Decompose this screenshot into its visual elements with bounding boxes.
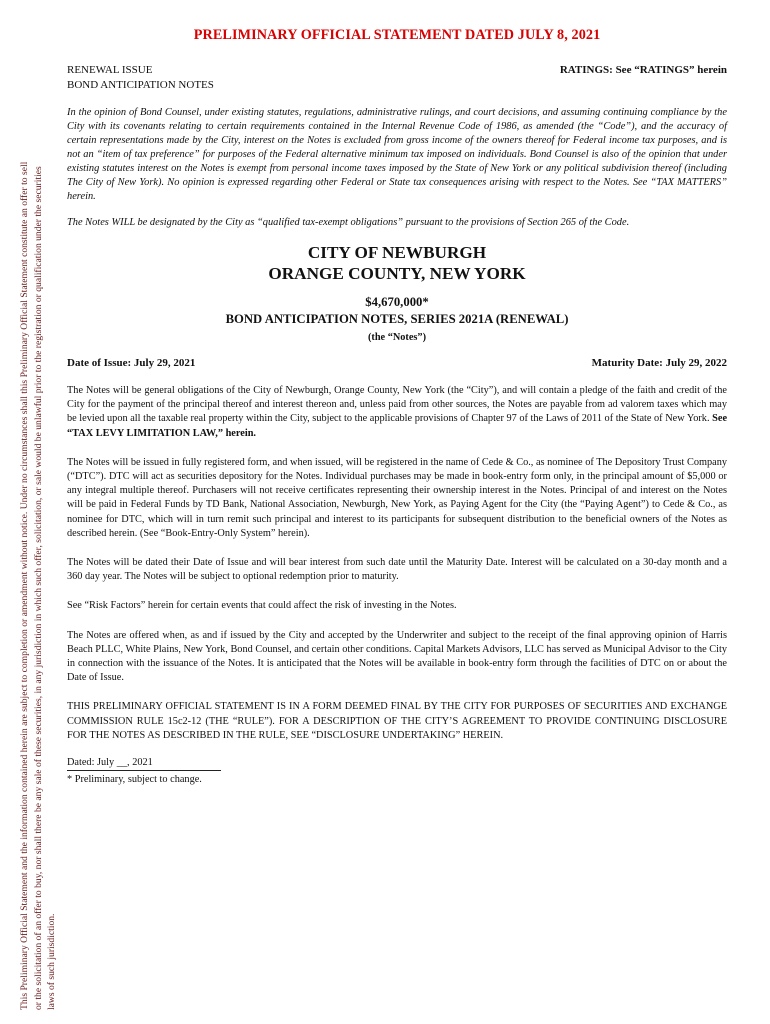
offering-series: BOND ANTICIPATION NOTES, SERIES 2021A (RENEWAL) <box>225 312 569 326</box>
footnote: * Preliminary, subject to change. <box>67 774 202 786</box>
header-row <box>67 63 727 92</box>
dated-line: Dated: July __, 2021 <box>67 757 153 769</box>
disclaimer-line-1: This Preliminary Official Statement and the information contained herein are subject to completion or amendment without notice. Under no circumstances shall this Preliminary Official Statement constitute an offer to sell <box>19 161 30 1010</box>
maturity-date: Maturity Date: July 29, 2022 <box>591 357 727 369</box>
issue-type-line-2: BOND ANTICIPATION NOTES <box>67 78 214 91</box>
designation-paragraph: The Notes WILL be designated by the City as “qualified tax-exempt obligations” pursuant to the provisions of Section 265 of the Code. <box>67 217 630 228</box>
disclosure-statement: THIS PRELIMINARY OFFICIAL STATEMENT IS IN A FORM DEEMED FINAL BY THE CITY FOR PURPOSES OF SECURITIES AND EXCHANGE COMMISSION RULE 15c2-12 (THE “RULE”). FOR A DESCRIPTION OF THE CITY’S AGREEMENT TO PROVIDE CONTINUING DISCLOSURE FOR THE NOTES AS DESCRIBED IN THE RULE, SEE “DISCLOSURE UNDERTAKING” HEREIN. <box>67 701 727 741</box>
paragraph-obligations-text: The Notes will be general obligations of the City of Newburgh, Orange County, New York (the “City”), and will contain a pledge of the faith and credit of the City for the payment of the principal thereof and interest thereon and, unless paid from other sources, the Notes are payable from ad valorem taxes which may be levied upon all the taxable real property within the City, subject to the applicable provisions of Chapter 97 of the Laws of 2011 of the State of New York. <box>67 385 727 425</box>
issuer-county: ORANGE COUNTY, NEW YORK <box>268 264 526 283</box>
legal-disclaimer-text <box>18 10 59 1010</box>
issuer-name: CITY OF NEWBURGH <box>307 243 487 262</box>
paragraph-interest: The Notes will be dated their Date of Issue and will bear interest from such date until the Maturity Date. Interest will be calculated on a 30-day month and a 360 day year. The Notes will be subject to optional redemption prior to maturity. <box>67 557 727 583</box>
dates-row <box>67 357 727 369</box>
issuer-block <box>67 242 727 284</box>
paragraph-offering: The Notes are offered when, as and if issued by the City and accepted by the Underwriter and subject to the receipt of the final approving opinion of Harris Beach PLLC, White Plains, New York, Bond Counsel, and certain other conditions. Capital Markets Advisors, LLC has served as Municipal Advisor to the City in connection with the issuance of the Notes. It is anticipated that the Notes will be available in book-entry form through the facilities of DTC on or about the Date of Issue. <box>67 629 727 684</box>
disclaimer-line-3: laws of such jurisdiction. <box>46 913 57 1010</box>
issue-type <box>67 63 214 92</box>
tax-levy-reference: See “TAX LEVY LIMITATION LAW,” herein. <box>67 413 728 439</box>
ratings-reference: RATINGS: See “RATINGS” herein <box>559 64 727 76</box>
date-of-issue: Date of Issue: July 29, 2021 <box>67 357 196 369</box>
tax-opinion-paragraph: In the opinion of Bond Counsel, under existing statutes, regulations, administrative rulings, and court decisions, and assuming continuing compliance by the City with its covenants relating to certain requirements contained in the Internal Revenue Code of 1986, as amended (the “Code”), and the accuracy of certain representations made by the City, interest on the Notes is excluded from gross income of the owners thereof for Federal income tax purposes, and is not an “item of tax preference” for purposes of the Federal alternative minimum tax imposed on individuals. Bond Counsel is also of the opinion that under existing statutes interest on the Notes is exempt from personal income taxes imposed by the State of New York or any political subdivision thereof (including The City of New York). No opinion is expressed regarding other Federal or State tax consequences arising with respect to the Notes. See “TAX MATTERS” herein. <box>67 107 727 202</box>
paragraph-registration: The Notes will be issued in fully registered form, and when issued, will be registered in the name of Cede & Co., as nominee of The Depository Trust Company (“DTC”). DTC will act as securities depository for the Notes. Individual purchases may be made in book-entry form only, in the principal amount of $5,000 or any integral multiple thereof. Purchasers will not receive certificates representing their ownership interest in the Notes. Principal of and interest on the Notes will be paid in Federal Funds by TD Bank, National Association, Newburgh, New York, as Paying Agent for the City (the “Paying Agent”) to Cede & Co., as nominee for DTC, which will in turn remit such principal and interest to its participants for subsequent distribution to the beneficial owners of the Notes as described herein. (See “Book-Entry-Only System” herein). <box>67 456 727 539</box>
paragraph-risk-factors: See “Risk Factors” herein for certain events that could affect the risk of investing in the Notes. <box>67 600 457 612</box>
paragraph-obligations <box>67 384 727 441</box>
offering-amount: $4,670,000* <box>365 295 429 309</box>
footnote-divider <box>67 770 221 771</box>
document-title: PRELIMINARY OFFICIAL STATEMENT DATED JULY 8, 2021 <box>193 27 601 43</box>
legal-disclaimer-sidebar <box>18 0 62 1020</box>
disclaimer-line-2: or the solicitation of an offer to buy, nor shall there be any sale of these securities, in any jurisdiction in which such offer, solicitation, or sale would be unlawful prior to the registration or qualification under the securities <box>32 166 44 1010</box>
document-page <box>67 27 727 785</box>
notes-alias: (the “Notes”) <box>367 332 427 343</box>
offering-block <box>67 294 727 328</box>
issue-type-line-1: RENEWAL ISSUE <box>67 64 153 76</box>
